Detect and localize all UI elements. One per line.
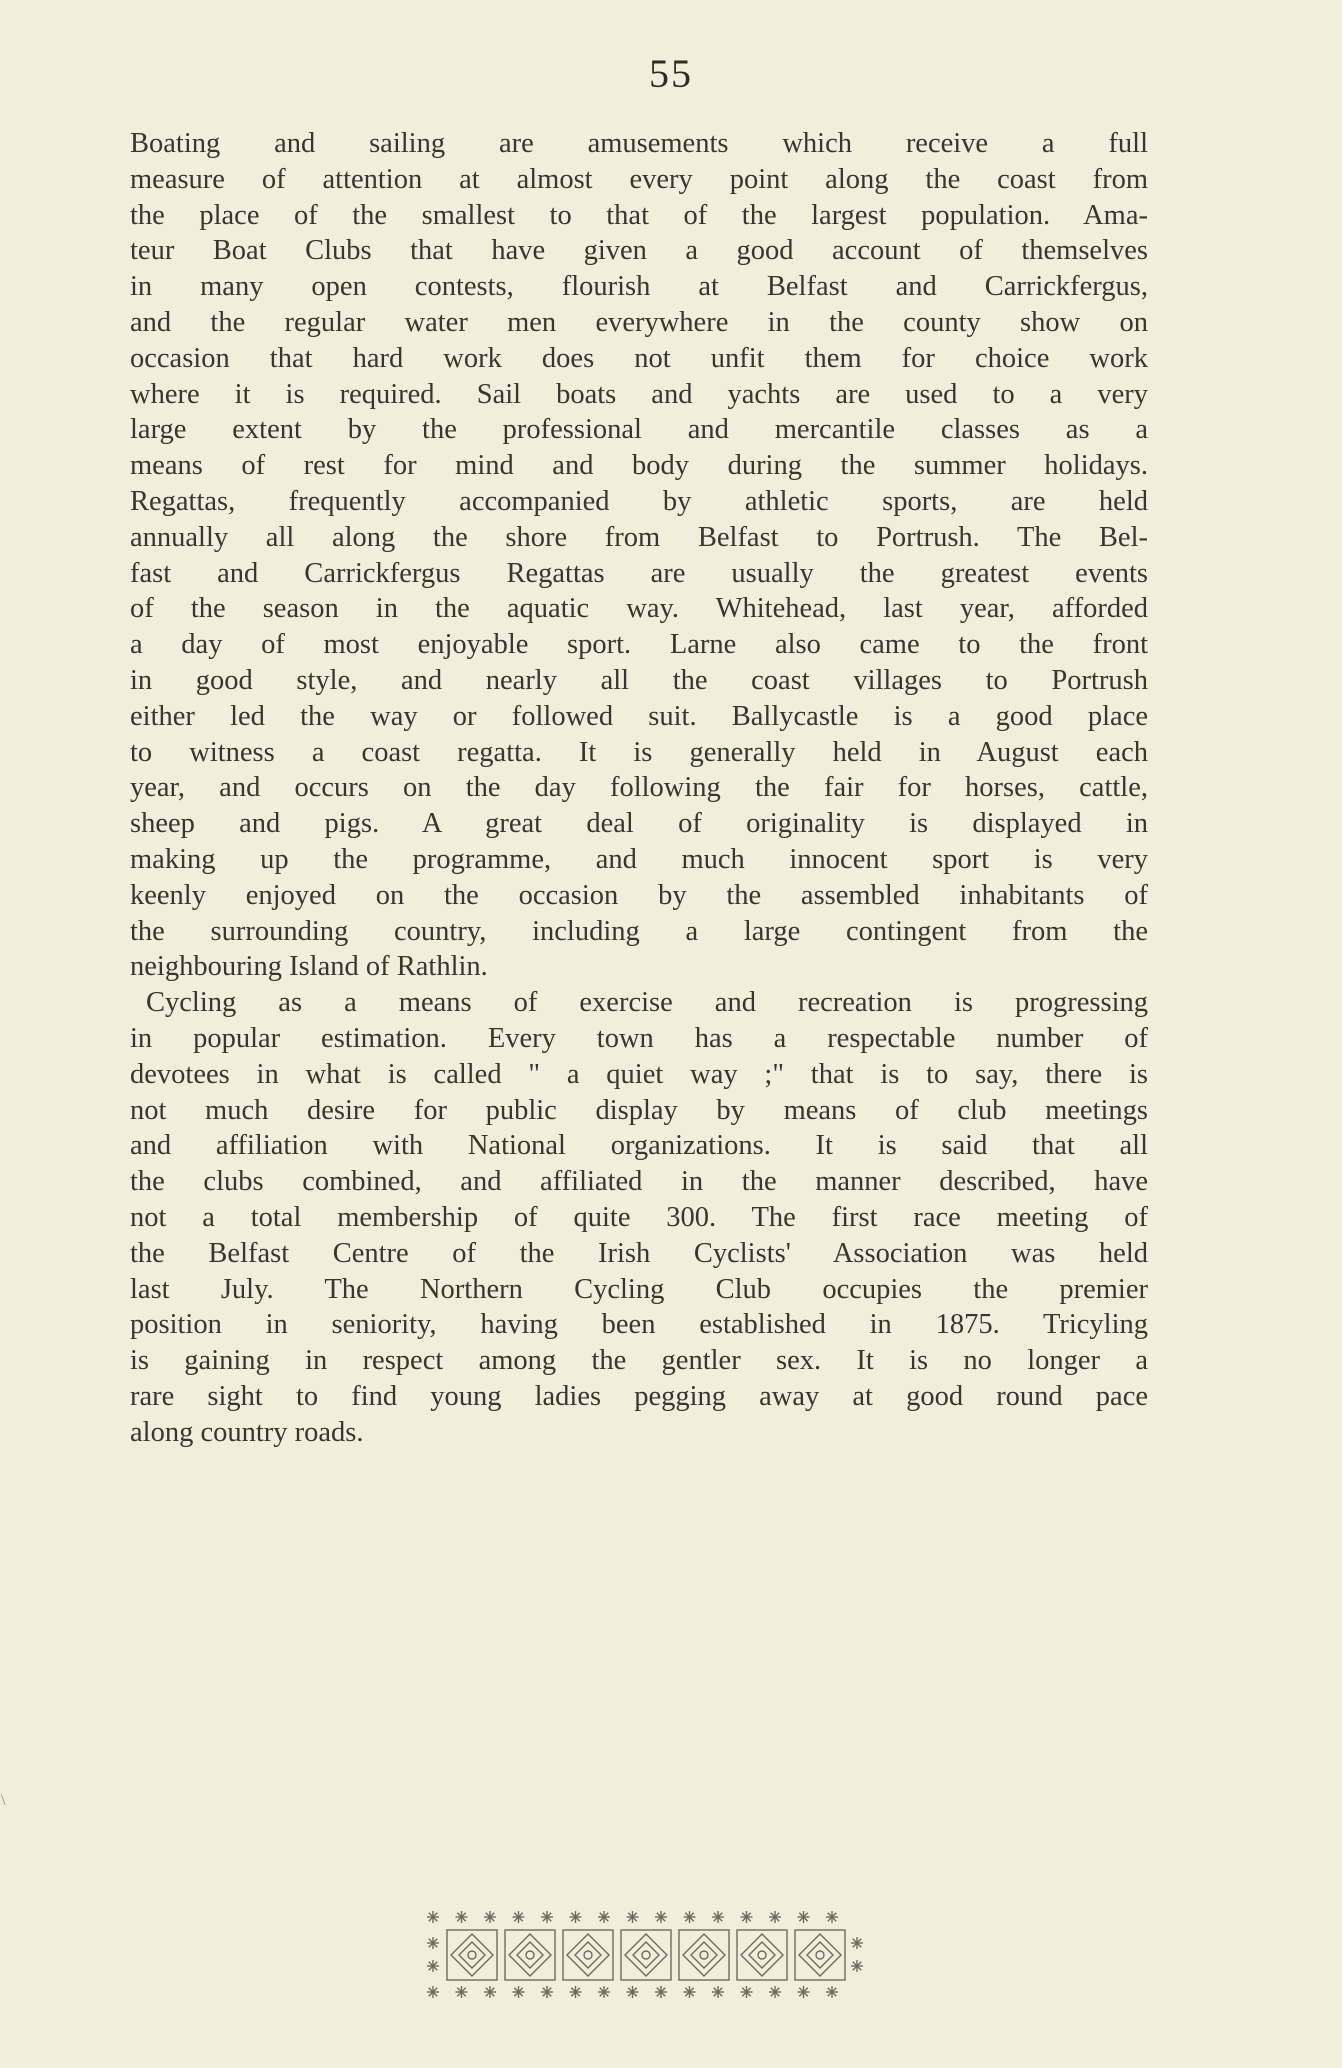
text-line: to witness a coast regatta. It is generally held in August each bbox=[130, 736, 1148, 768]
paragraph bbox=[130, 985, 1148, 1450]
text-line: in many open contests, flourish at Belfast and Carrickfergus, bbox=[130, 271, 1148, 303]
paragraph bbox=[130, 126, 1148, 985]
text-line: sheep and pigs. A great deal of originality is displayed in bbox=[130, 808, 1148, 840]
text-line: along country roads. bbox=[130, 1416, 364, 1448]
text-line: keenly enjoyed on the occasion by the assembled inhabitants of bbox=[130, 879, 1148, 911]
text-line: making up the programme, and much innocent sport is very bbox=[130, 843, 1148, 875]
decorative-tailpiece-icon bbox=[425, 1908, 865, 2068]
text-line: not a total membership of quite 300. The first race meeting of bbox=[130, 1201, 1148, 1233]
text-line: measure of attention at almost every point along the coast from bbox=[130, 163, 1148, 195]
text-line: annually all along the shore from Belfast to Portrush. The Bel- bbox=[130, 521, 1148, 553]
page-number: 55 bbox=[649, 51, 693, 96]
text-line: of the season in the aquatic way. Whitehead, last year, afforded bbox=[130, 593, 1148, 625]
text-line: fast and Carrickfergus Regattas are usually the greatest events bbox=[130, 557, 1148, 589]
text-line: and affiliation with National organizations. It is said that all bbox=[130, 1130, 1148, 1162]
text-line: the place of the smallest to that of the largest population. Ama- bbox=[130, 199, 1148, 231]
text-line: the clubs combined, and affiliated in the manner described, have bbox=[130, 1166, 1148, 1198]
text-line: a day of most enjoyable sport. Larne also came to the front bbox=[130, 629, 1148, 661]
text-line: and the regular water men everywhere in the county show on bbox=[130, 306, 1148, 338]
text-line: the Belfast Centre of the Irish Cyclists' Association was held bbox=[130, 1237, 1148, 1269]
text-line: Regattas, frequently accompanied by athletic sports, are held bbox=[130, 485, 1148, 517]
text-line: is gaining in respect among the gentler sex. It is no longer a bbox=[130, 1345, 1148, 1377]
text-line: rare sight to find young ladies pegging away at good round pace bbox=[130, 1380, 1148, 1412]
text-line: either led the way or followed suit. Ballycastle is a good place bbox=[130, 700, 1148, 732]
text-line: where it is required. Sail boats and yachts are used to a very bbox=[130, 378, 1148, 410]
text-line: year, and occurs on the day following the fair for horses, cattle, bbox=[130, 772, 1148, 804]
text-line: teur Boat Clubs that have given a good account of themselves bbox=[130, 235, 1148, 267]
text-line: last July. The Northern Cycling Club occupies the premier bbox=[130, 1273, 1148, 1305]
text-line: devotees in what is called " a quiet way ;" that is to say, there is bbox=[130, 1058, 1148, 1090]
text-line: means of rest for mind and body during the summer holidays. bbox=[130, 450, 1148, 482]
text-line: occasion that hard work does not unfit them for choice work bbox=[130, 342, 1148, 374]
text-line: not much desire for public display by means of club meetings bbox=[130, 1094, 1148, 1126]
text-line: the surrounding country, including a large contingent from the bbox=[130, 915, 1148, 947]
text-line: in popular estimation. Every town has a respectable number of bbox=[130, 1022, 1148, 1054]
stray-mark: \ bbox=[1, 1792, 6, 1809]
text-line: neighbouring Island of Rathlin. bbox=[130, 951, 488, 983]
body-text bbox=[130, 126, 1148, 1450]
text-line: Boating and sailing are amusements which receive a full bbox=[130, 128, 1148, 159]
text-line: Cycling as a means of exercise and recreation is progressing bbox=[146, 987, 1148, 1019]
text-line: position in seniority, having been established in 1875. Tricyling bbox=[130, 1309, 1148, 1341]
text-line: in good style, and nearly all the coast villages to Portrush bbox=[130, 664, 1148, 696]
text-line: large extent by the professional and mercantile classes as a bbox=[130, 414, 1148, 446]
